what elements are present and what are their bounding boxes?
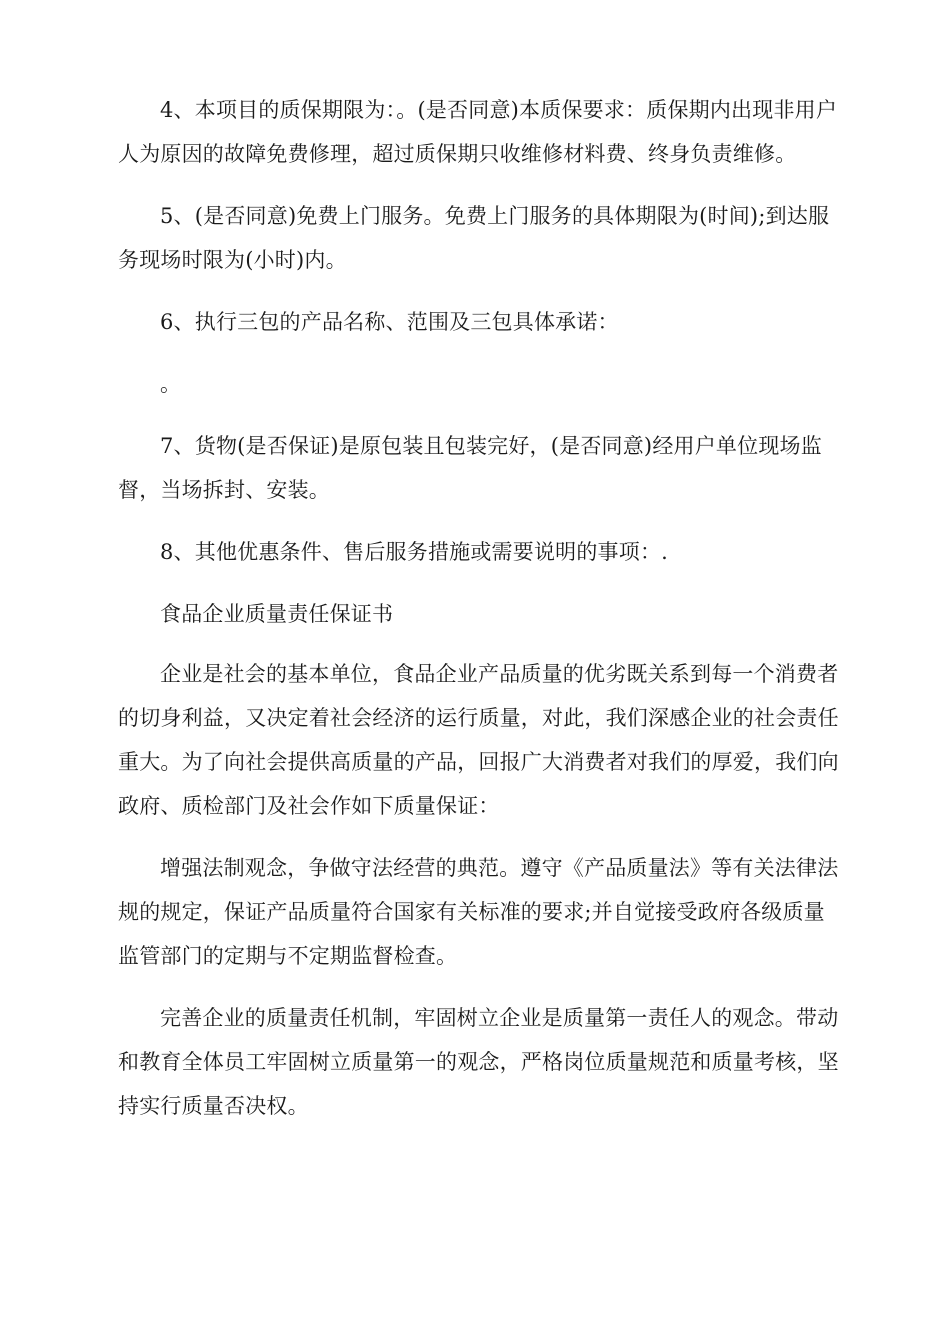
paragraph-quality-mechanism: 完善企业的质量责任机制，牢固树立企业是质量第一责任人的观念。带动和教育全体员工牢固树立质量第一的观念，严格岗位质量规范和质量考核，坚持实行质量否决权。 <box>118 1006 839 1118</box>
paragraph-blank-period: 。 <box>160 372 182 396</box>
paragraph-enterprise-responsibility: 企业是社会的基本单位，食品企业产品质量的优劣既关系到每一个消费者的切身利益，又决定着社会经济的运行质量，对此，我们深感企业的社会责任重大。为了向社会提供高质量的产品，回报广大消费者对我们的厚爱，我们向政府、质检部门及社会作如下质量保证： <box>118 662 839 818</box>
paragraph-onsite-service: 5、(是否同意)免费上门服务。免费上门服务的具体期限为(时间);到达服务现场时限为(小时)内。 <box>118 204 830 272</box>
document-body <box>118 88 842 1146</box>
paragraph-legal-compliance: 增强法制观念，争做守法经营的典范。遵守《产品质量法》等有关法律法规的规定，保证产品质量符合国家有关标准的要求;并自觉接受政府各级质量监管部门的定期与不定期监督检查。 <box>118 856 839 968</box>
paragraph-other-terms: 8、其他优惠条件、售后服务措施或需要说明的事项：. <box>160 540 669 564</box>
paragraph-three-guarantees: 6、执行三包的产品名称、范围及三包具体承诺： <box>160 310 619 334</box>
section-title: 食品企业质量责任保证书 <box>160 602 394 626</box>
paragraph-packaging: 7、货物(是否保证)是原包装且包装完好，(是否同意)经用户单位现场监督，当场拆封、安装。 <box>118 434 822 502</box>
paragraph-warranty-period: 4、本项目的质保期限为：。(是否同意)本质保要求：质保期内出现非用户人为原因的故障免费修理，超过质保期只收维修材料费、终身负责维修。 <box>118 98 838 166</box>
